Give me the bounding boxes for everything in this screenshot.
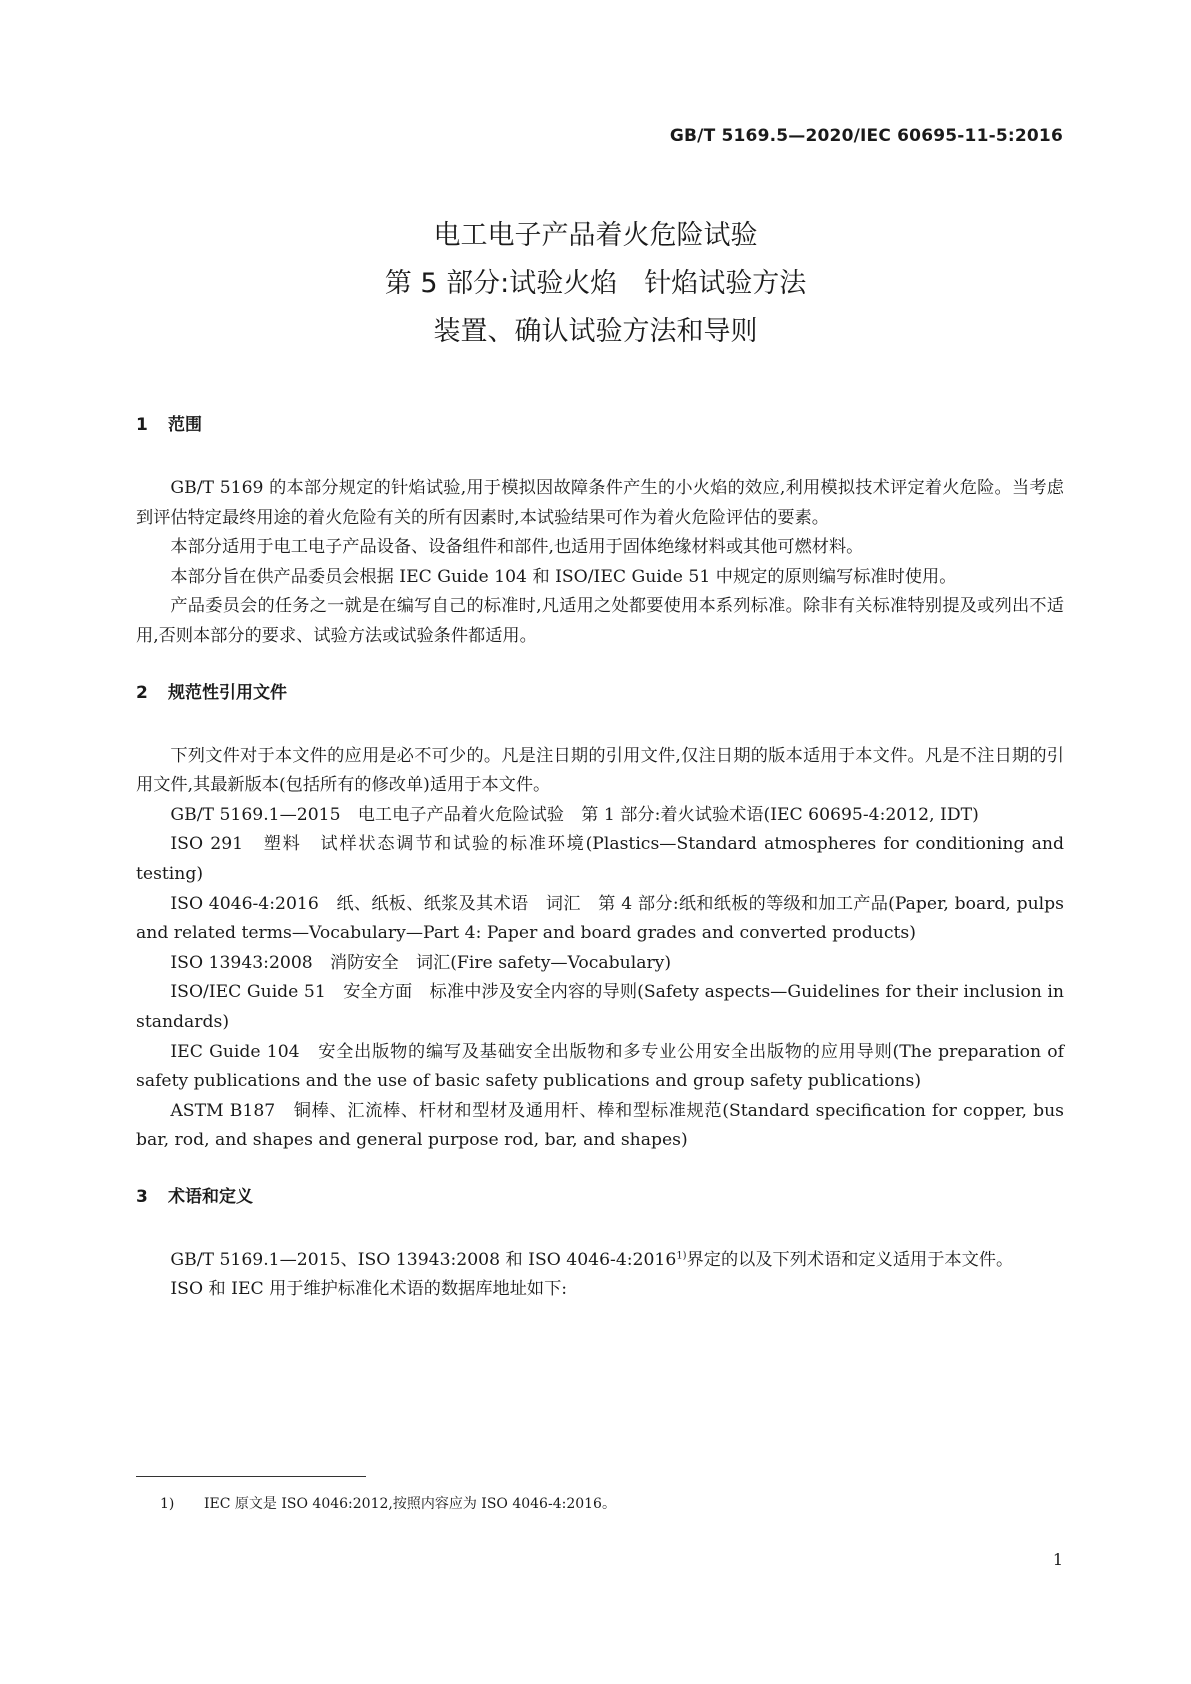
standard-code: GB/T 5169.5—2020/IEC 60695-11-5:2016 <box>669 126 1063 146</box>
page-number: 1 <box>1052 1550 1063 1569</box>
footnote-mark: 1) <box>160 1496 175 1512</box>
footnote-reference[interactable]: 1) <box>676 1250 687 1262</box>
footnote-text: IEC 原文是 ISO 4046:2012,按照内容应为 ISO 4046-4:2016。 <box>204 1496 616 1512</box>
reference-entry: ISO/IEC Guide 51 安全方面 标准中涉及安全内容的导则(Safety aspects—Guidelines for their inclusion in standards) <box>136 982 1064 1032</box>
reference-entry: ISO 13943:2008 消防安全 词汇(Fire safety—Vocabulary) <box>170 952 672 973</box>
reference-entry: ISO 291 塑料 试样状态调节和试验的标准环境(Plastics—Standard atmospheres for conditioning and testing) <box>136 834 1064 884</box>
paragraph <box>136 1246 1064 1276</box>
section-2-heading <box>136 678 1064 708</box>
paragraph: 下列文件对于本文件的应用是必不可少的。凡是注日期的引用文件,仅注日期的版本适用于本文件。凡是不注日期的引用文件,其最新版本(包括所有的修改单)适用于本文件。 <box>136 745 1064 796</box>
footnote-divider <box>136 1476 366 1477</box>
paragraph-text: 界定的以及下列术语和定义适用于本文件。 <box>686 1249 1014 1270</box>
paragraph: 本部分旨在供产品委员会根据 IEC Guide 104 和 ISO/IEC Guide 51 中规定的原则编写标准时使用。 <box>170 566 957 587</box>
paragraph: 产品委员会的任务之一就是在编写自己的标准时,凡适用之处都要使用本系列标准。除非有关标准特别提及或列出不适用,否则本部分的要求、试验方法或试验条件都适用。 <box>136 596 1064 646</box>
reference-entry: ISO 4046-4:2016 纸、纸板、纸浆及其术语 词汇 第 4 部分:纸和纸板的等级和加工产品(Paper, board, pulps and related terms—Vocabulary—Part 4: Paper and board grades and converted products) <box>136 893 1064 944</box>
section-1-heading <box>136 410 1064 440</box>
reference-entry: ASTM B187 铜棒、汇流棒、杆材和型材及通用杆、棒和型标准规范(Standard specification for copper, bus bar, rod, and shapes and general purpose rod, bar, and shapes) <box>136 1100 1064 1151</box>
footnote <box>160 1494 616 1514</box>
reference-entry: GB/T 5169.1—2015 电工电子产品着火危险试验 第 1 部分:着火试验术语(IEC 60695-4:2012, IDT) <box>170 804 979 825</box>
section-number: 3 <box>136 1186 148 1207</box>
paragraph: 本部分适用于电工电子产品设备、设备组件和部件,也适用于固体绝缘材料或其他可燃材料。 <box>170 537 864 558</box>
paragraph: ISO 和 IEC 用于维护标准化术语的数据库地址如下: <box>170 1279 568 1300</box>
document-title <box>0 212 1191 356</box>
document-body <box>136 410 1064 1305</box>
section-title: 范围 <box>168 415 202 435</box>
section-number: 2 <box>136 682 148 703</box>
section-number: 1 <box>136 415 148 435</box>
title-line-2: 第 5 部分:试验火焰 针焰试验方法 <box>384 268 807 299</box>
title-line-1: 电工电子产品着火危险试验 <box>433 220 758 251</box>
title-line-3: 装置、确认试验方法和导则 <box>433 316 758 347</box>
reference-entry: IEC Guide 104 安全出版物的编写及基础安全出版物和多专业公用安全出版物的应用导则(The preparation of safety publications and the use of basic safety publications and group safety publications) <box>136 1041 1064 1092</box>
section-title: 术语和定义 <box>168 1186 253 1207</box>
section-3-heading <box>136 1182 1064 1212</box>
section-title: 规范性引用文件 <box>168 682 287 703</box>
paragraph: GB/T 5169 的本部分规定的针焰试验,用于模拟因故障条件产生的小火焰的效应,利用模拟技术评定着火危险。当考虑到评估特定最终用途的着火危险有关的所有因素时,本试验结果可作为着火危险评估的要素。 <box>136 478 1064 528</box>
paragraph-text: GB/T 5169.1—2015、ISO 13943:2008 和 ISO 4046-4:2016 <box>170 1249 677 1270</box>
